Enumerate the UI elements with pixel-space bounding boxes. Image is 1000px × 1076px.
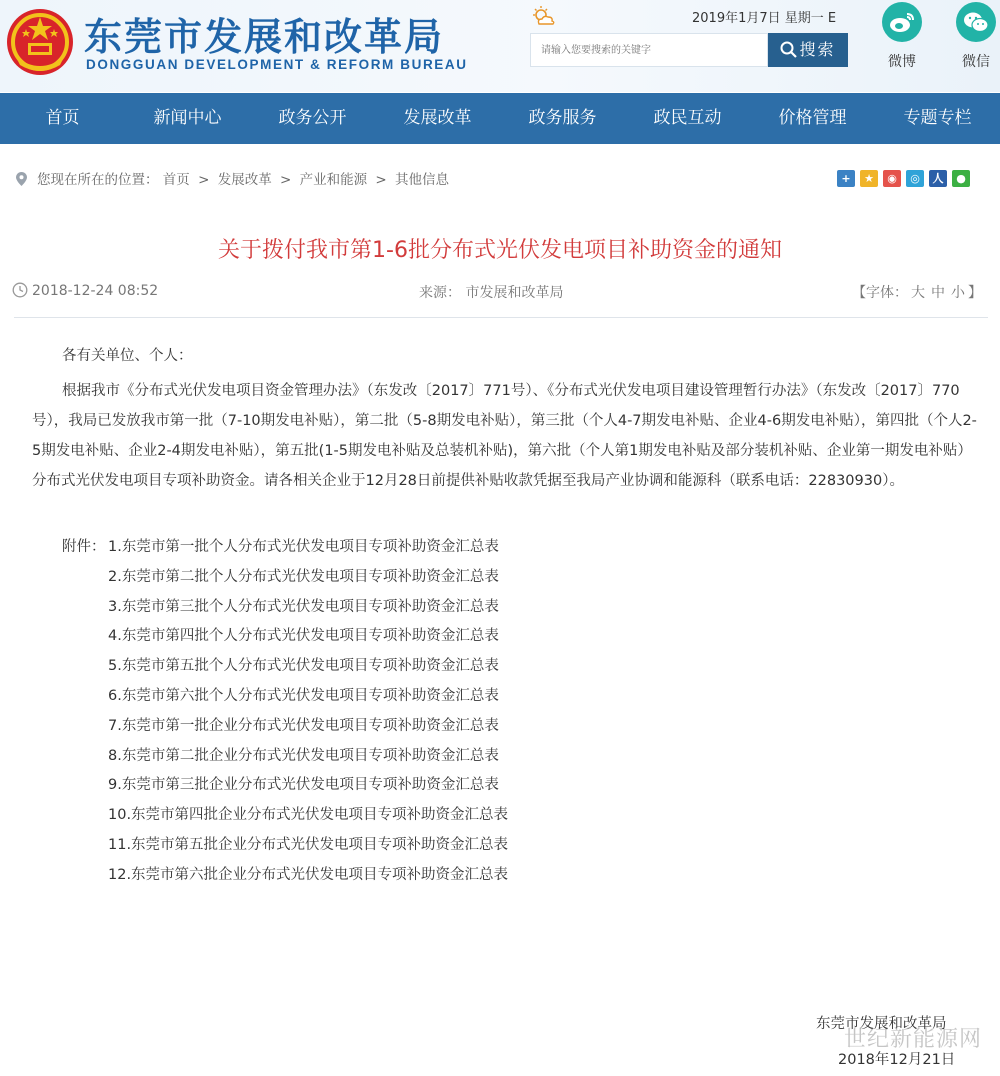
breadcrumb-development[interactable]: 发展改革 — [217, 172, 272, 188]
signature-date: 2018年12月21日 — [838, 1052, 956, 1068]
nav-item-interaction[interactable]: 政民互动 — [653, 108, 722, 128]
attachment-title[interactable]: 11.东莞市第五批企业分布式光伏发电项目专项补助资金汇总表 — [108, 836, 509, 853]
font-size-label-close: 】 — [968, 285, 982, 301]
attachment-item[interactable] — [62, 563, 508, 593]
nav-item-special[interactable]: 专题专栏 — [903, 108, 972, 128]
breadcrumb-prefix: 您现在所在的位置： — [37, 172, 159, 188]
font-size-large[interactable]: 大 — [911, 285, 925, 301]
font-size-control — [852, 282, 982, 302]
weibo-label: 微博 — [888, 54, 916, 70]
wechat-label: 微信 — [962, 54, 990, 70]
attachment-item[interactable] — [62, 622, 508, 652]
location-pin-icon — [16, 172, 27, 186]
font-size-small[interactable]: 小 — [951, 285, 965, 301]
weather-sun-cloud-icon — [530, 5, 556, 27]
attachment-item[interactable] — [62, 593, 508, 623]
attachment-title[interactable]: 1.东莞市第一批个人分布式光伏发电项目专项补助资金汇总表 — [108, 539, 499, 555]
breadcrumb-separator: > — [280, 172, 292, 188]
breadcrumb-other-info[interactable]: 其他信息 — [395, 172, 450, 188]
nav-item-home[interactable]: 首页 — [45, 108, 80, 128]
font-size-medium[interactable]: 中 — [931, 285, 945, 301]
attachment-title[interactable]: 2.东莞市第二批个人分布式光伏发电项目专项补助资金汇总表 — [108, 568, 499, 585]
article-body: 根据我市《分布式光伏发电项目资金管理办法》（东发改〔2017〕771号）、《分布式光伏发电项目建设管理暂行办法》（东发改〔2017〕770号），我局已发放我市第一批（7-10期发电补贴），第二批（5-8期发电补贴），第三批（个人4-7期发电补贴、企业4-6期发电补贴），第四批（个人2-5期发电补贴、企业2-4期发电补贴），第五批(1-5期发电补贴及总装机补贴)，第六批（个人第1期发电补贴及部分装机补贴、企业第一期发电补贴）分布式光伏发电项目专项补助资金。请各相关企业于12月28日前提供补贴收款凭据至我局产业协调和能源科（联系电话：22830930）。 — [32, 383, 977, 489]
share-renren-icon[interactable]: 人 — [929, 170, 947, 187]
search-button-label: 搜索 — [799, 40, 836, 59]
breadcrumb — [16, 168, 449, 188]
publish-date — [12, 282, 158, 299]
attachment-item[interactable] — [62, 861, 508, 891]
national-emblem-icon[interactable] — [4, 5, 76, 77]
nav-item-gov-affairs[interactable]: 政务公开 — [278, 108, 347, 128]
attachment-title[interactable]: 8.东莞市第二批企业分布式光伏发电项目专项补助资金汇总表 — [108, 747, 499, 764]
divider — [14, 317, 988, 318]
nav-item-news[interactable]: 新闻中心 — [153, 108, 222, 128]
search-button[interactable] — [768, 33, 848, 67]
nav-item-development[interactable]: 发展改革 — [403, 108, 472, 128]
attachment-item[interactable] — [62, 652, 508, 682]
attachment-item[interactable] — [62, 682, 508, 712]
weibo-icon — [882, 2, 922, 42]
site-subtitle: DONGGUAN DEVELOPMENT & REFORM BUREAU — [86, 57, 468, 72]
search-icon — [780, 41, 797, 58]
share-weibo-icon[interactable]: ◉ — [883, 170, 901, 187]
source-label: 来源： — [419, 285, 461, 301]
watermark: 世纪新能源网 — [844, 1027, 983, 1052]
attachment-list — [62, 533, 508, 891]
signature-org: 东莞市发展和改革局 — [816, 1016, 947, 1032]
attachment-title[interactable]: 3.东莞市第三批个人分布式光伏发电项目专项补助资金汇总表 — [108, 598, 499, 615]
breadcrumb-separator: > — [198, 172, 210, 188]
wechat-link[interactable] — [948, 2, 1000, 71]
font-size-label: 【字体： — [852, 285, 908, 301]
wechat-icon — [956, 2, 996, 42]
source-value: 市发展和改革局 — [465, 285, 564, 301]
article-meta — [0, 282, 1000, 302]
attachment-item[interactable] — [62, 771, 508, 801]
publish-date-text: 2018-12-24 08:52 — [32, 283, 159, 299]
current-date: 2019年1月7日 星期一 E — [692, 11, 837, 26]
share-more-icon[interactable]: + — [837, 170, 855, 187]
weibo-link[interactable] — [874, 2, 930, 71]
attachment-item[interactable] — [62, 712, 508, 742]
salutation: 各有关单位、个人： — [62, 348, 193, 364]
main-nav — [0, 93, 1000, 144]
site-title: 东莞市发展和改革局 — [84, 14, 445, 59]
breadcrumb-home[interactable]: 首页 — [162, 172, 190, 188]
attachment-item[interactable] — [62, 742, 508, 772]
attachment-title[interactable]: 4.东莞市第四批个人分布式光伏发电项目专项补助资金汇总表 — [108, 628, 499, 645]
attachment-title[interactable]: 6.东莞市第六批个人分布式光伏发电项目专项补助资金汇总表 — [108, 687, 499, 704]
article-source — [419, 282, 563, 302]
breadcrumb-separator: > — [375, 172, 387, 188]
share-tencent-icon[interactable]: ◎ — [906, 170, 924, 187]
attachment-item[interactable] — [62, 831, 508, 861]
search-input[interactable] — [530, 33, 768, 67]
article-title: 关于拨付我市第1-6批分布式光伏发电项目补助资金的通知 — [218, 238, 782, 263]
attachment-item[interactable] — [62, 801, 508, 831]
attachment-lead: 附件： — [62, 539, 106, 555]
share-qzone-icon[interactable]: ★ — [860, 170, 878, 187]
site-header — [0, 0, 1000, 92]
share-wechat-icon[interactable]: ● — [952, 170, 970, 187]
attachment-title[interactable]: 12.东莞市第六批企业分布式光伏发电项目专项补助资金汇总表 — [108, 866, 509, 883]
nav-item-services[interactable]: 政务服务 — [528, 108, 597, 128]
breadcrumb-industry-energy[interactable]: 产业和能源 — [299, 172, 368, 188]
attachment-title[interactable]: 5.东莞市第五批个人分布式光伏发电项目专项补助资金汇总表 — [108, 658, 499, 675]
clock-icon — [12, 282, 28, 298]
nav-item-price[interactable]: 价格管理 — [778, 108, 847, 128]
attachment-title[interactable]: 7.东莞市第一批企业分布式光伏发电项目专项补助资金汇总表 — [108, 717, 499, 734]
attachment-item[interactable] — [62, 533, 508, 563]
share-bar — [837, 170, 970, 187]
attachment-title[interactable]: 9.东莞市第三批企业分布式光伏发电项目专项补助资金汇总表 — [108, 777, 499, 794]
attachment-title[interactable]: 10.东莞市第四批企业分布式光伏发电项目专项补助资金汇总表 — [108, 807, 509, 824]
